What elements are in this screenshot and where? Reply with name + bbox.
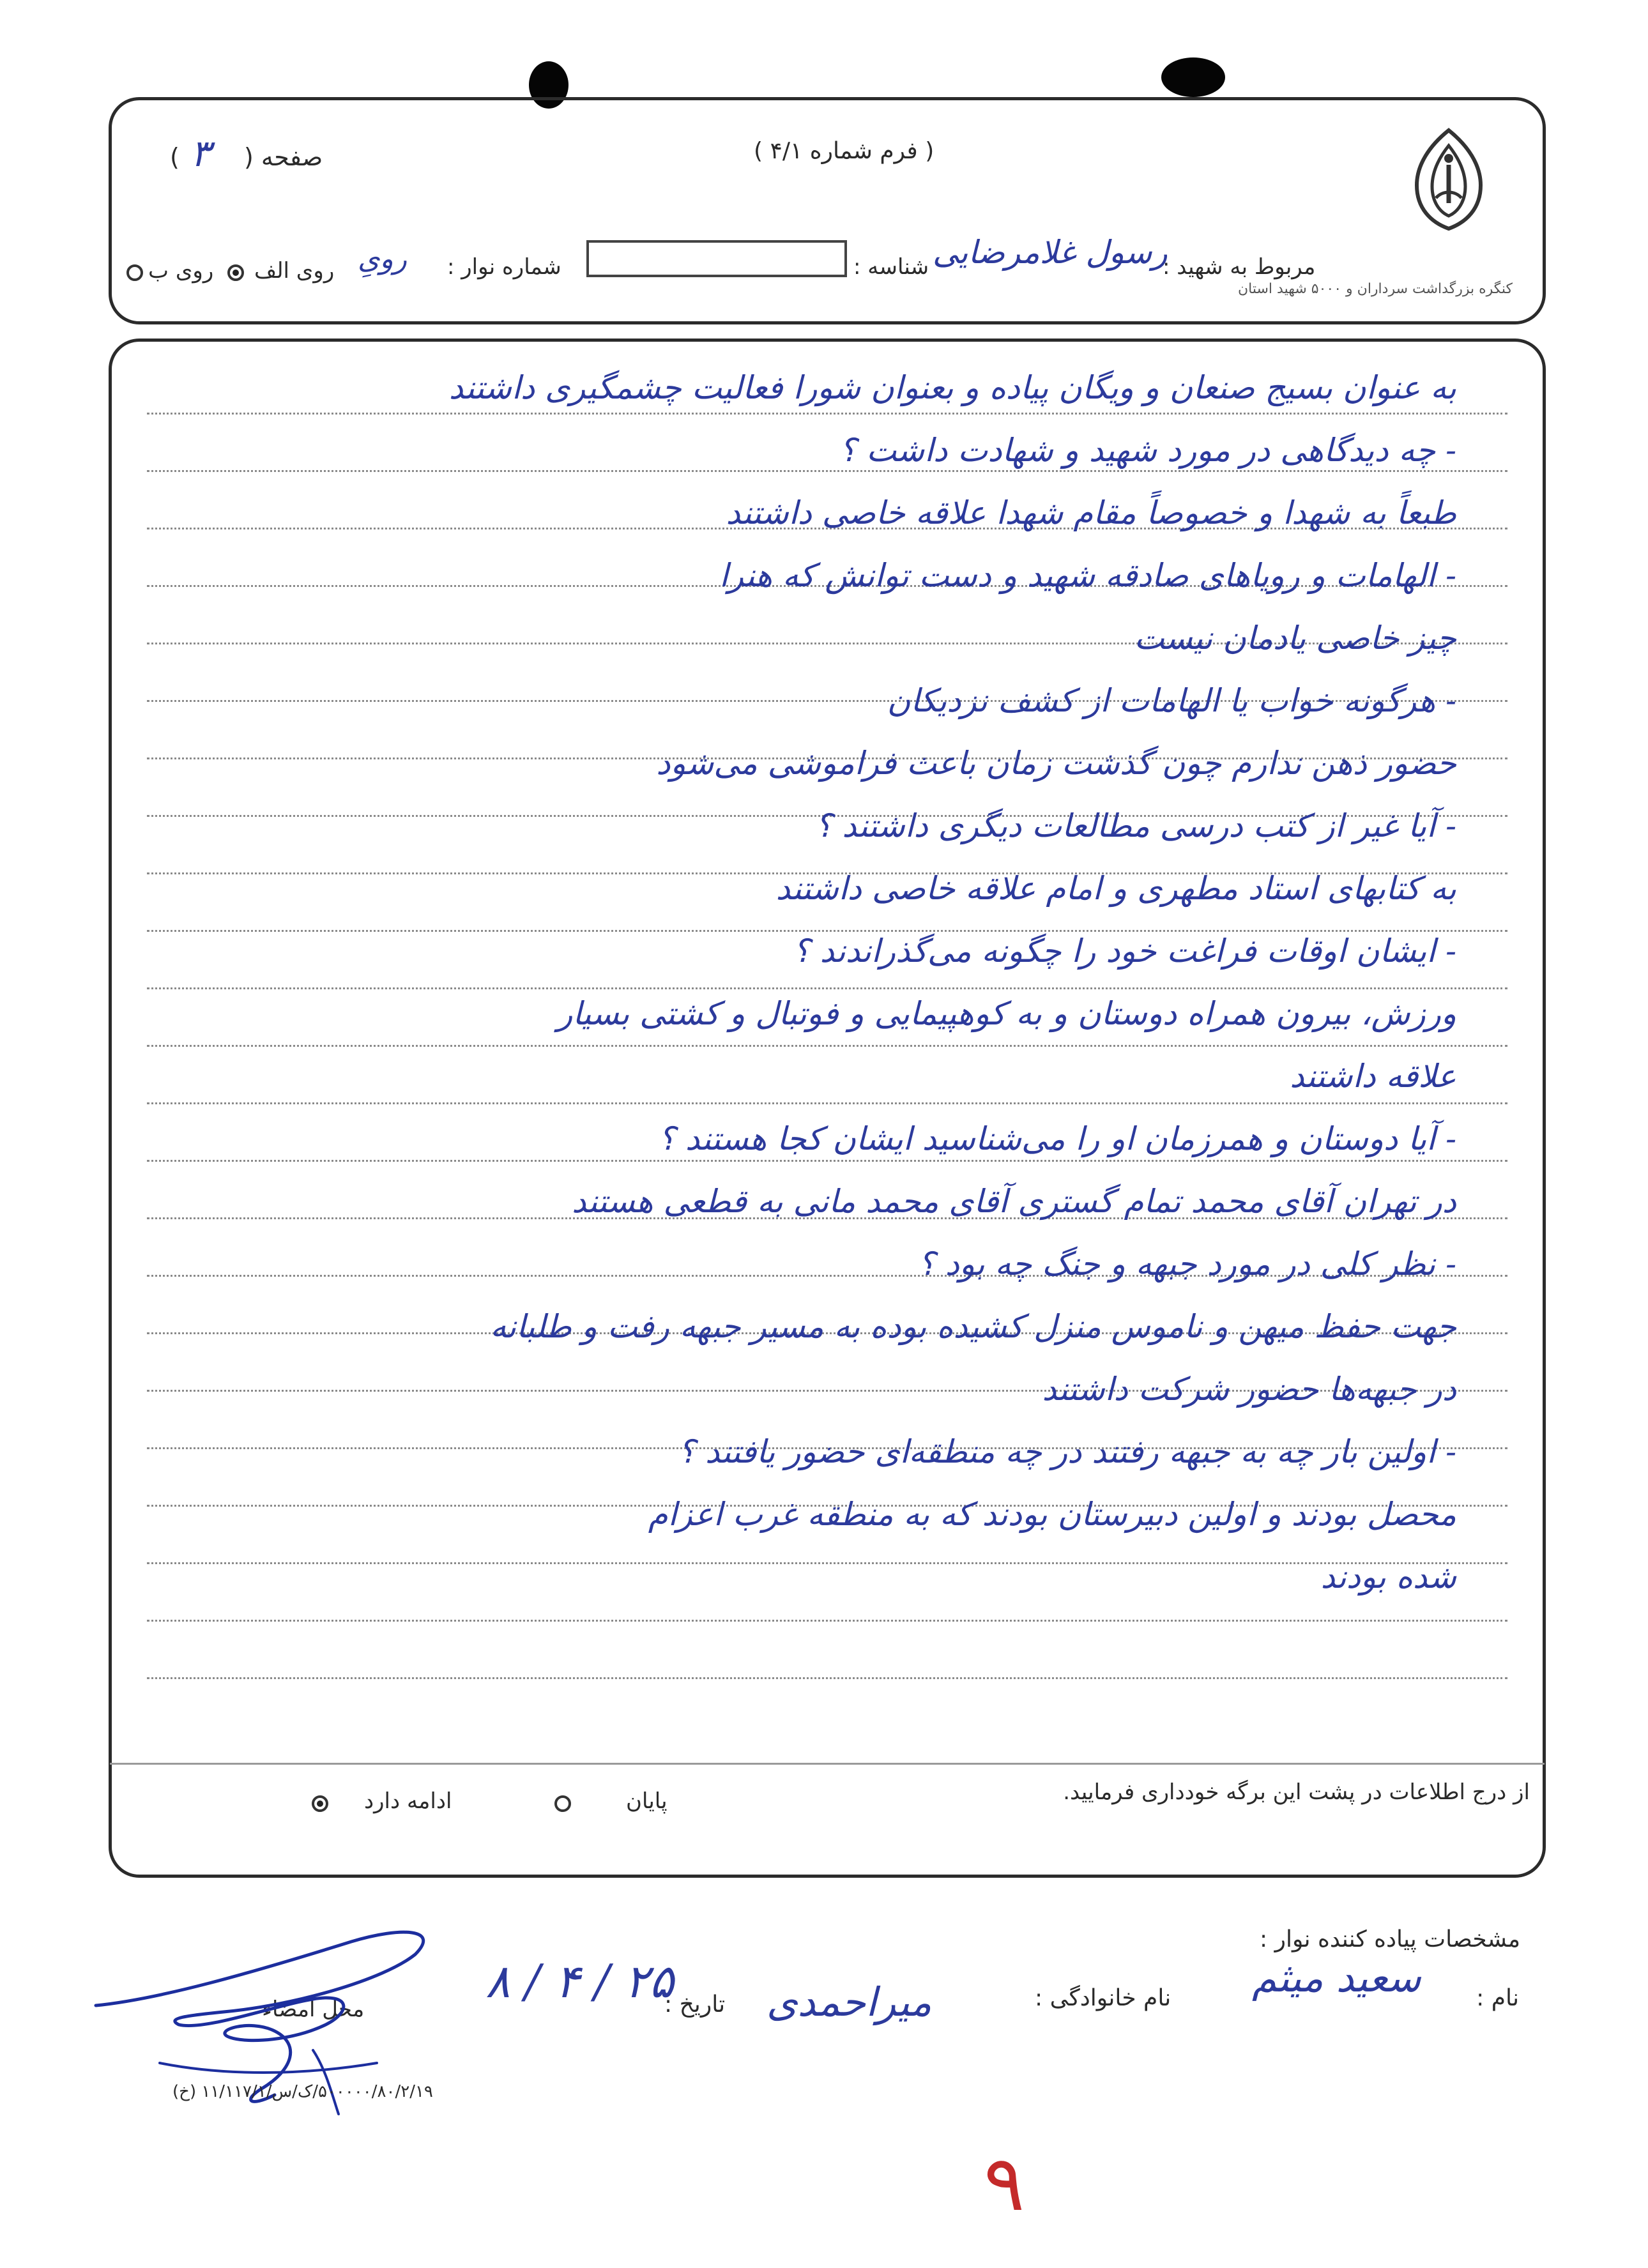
handwritten-line: چیز خاصی یادمان نیست — [1134, 620, 1456, 657]
handwritten-line: جهت حفظ میهن و ناموس منزل کشیده بوده به مسیر جبهه رفت و طلبانه — [490, 1308, 1456, 1345]
ruled-line — [147, 470, 1507, 472]
footer-notice: از درج اطلاعات در پشت این برگه خودداری فرمایید. — [1063, 1779, 1530, 1805]
ruled-line — [147, 1677, 1507, 1679]
handwritten-line: - چه دیدگاهی در مورد شهید و شهادت داشت ؟ — [839, 432, 1456, 469]
ruled-line — [147, 1620, 1507, 1622]
ruled-line — [147, 1562, 1507, 1564]
ruled-line — [147, 413, 1507, 415]
handwritten-line: - الهامات و رویاهای صادقه شهید و دست توانش که هنرا — [719, 557, 1456, 594]
name-value: سعید میثم — [1252, 1954, 1421, 2001]
handwritten-line: - اولین بار چه به جبهه رفتند در چه منطقه‌ای حضور یافتند ؟ — [678, 1433, 1456, 1470]
ruled-line — [147, 1102, 1507, 1104]
ruled-line — [147, 1160, 1507, 1162]
page-label: صفحه ( — [244, 143, 323, 171]
martyr-label: مربوط به شهید : — [1163, 254, 1316, 280]
handwritten-line: در جبهه‌ها حضور شرکت داشتند — [1042, 1371, 1456, 1408]
handwritten-line: - نظر کلی در مورد جبهه و جنگ چه بود ؟ — [918, 1245, 1456, 1282]
side-value: رویِ — [358, 243, 407, 275]
handwritten-line: شده بودند — [1320, 1558, 1456, 1595]
family-label: نام خانوادگی : — [1035, 1985, 1171, 2011]
side-b-radio[interactable] — [126, 264, 143, 281]
side-b-label: روی ب — [148, 258, 214, 284]
handwritten-line: - آیا غیر از کتب درسی مطالعات دیگری داشتند ؟ — [814, 807, 1456, 844]
handwritten-line: - آیا دوستان و همرزمان او را می‌شناسید ایشان کجا هستند ؟ — [658, 1120, 1456, 1157]
continues-radio[interactable] — [312, 1795, 328, 1812]
page-number-handwritten: ۳ — [190, 132, 211, 175]
handwritten-line: - ایشان اوقات فراغت خود را چگونه می‌گذراندند ؟ — [793, 932, 1456, 970]
organization-caption: کنگره بزرگداشت سرداران و ۵۰۰۰ شهید استان — [1237, 281, 1513, 297]
date-label: تاریخ : — [664, 1991, 726, 2018]
side-a-label: روی الف — [254, 258, 335, 284]
end-radio[interactable] — [554, 1795, 571, 1812]
handwritten-line: علاقه داشتند — [1290, 1058, 1456, 1095]
handwritten-line: محصل بودند و اولین دبیرستان بودند که به منطقه غرب اعزام — [648, 1496, 1456, 1533]
form-title: ( فرم شماره ۴/۱ ) — [754, 138, 935, 164]
id-box — [586, 240, 847, 277]
transcriber-title: مشخصات پیاده کننده نوار : — [1260, 1926, 1520, 1952]
handwritten-line: - هرگونه خواب یا الهامات از کشف نزدیکان — [887, 682, 1456, 719]
page-number: ۹ — [984, 2140, 1025, 2228]
print-code: (خ) ۵۰۰۰۰۰/۸۰/۲/۱۹/ک/س/۱۱/۱۱۷/۱ — [172, 2082, 433, 2101]
punch-hole — [1161, 57, 1225, 97]
organization-logo — [1391, 126, 1506, 235]
handwritten-line: در تهران آقای محمد تمام گستری آقای محمد مانی به قطعی هستند — [572, 1183, 1456, 1220]
tape-number-label: شماره نوار : — [447, 254, 561, 280]
end-label: پایان — [626, 1788, 668, 1814]
signature-label: محل امضاء — [262, 1997, 365, 2022]
handwritten-line: به عنوان بسیج صنعان و ویگان پیاده و بعنوان شورا فعالیت چشمگیری داشتند — [448, 369, 1456, 406]
name-label: نام : — [1476, 1985, 1519, 2011]
ruled-line — [147, 1045, 1507, 1047]
footer-divider — [110, 1763, 1545, 1765]
page-label-close: ) — [170, 143, 179, 171]
handwritten-line: حضور ذهن ندارم چون گذشت زمان باعث فراموشی می‌شود — [656, 745, 1456, 782]
id-label: شناسه : — [853, 254, 929, 280]
continues-label: ادامه دارد — [364, 1788, 452, 1814]
family-value: میراحمدی — [767, 1979, 932, 2025]
side-a-radio[interactable] — [227, 264, 244, 281]
handwritten-line: ورزش، بیرون همراه دوستان و به کوهپیمایی و فوتبال و کشتی بسیار — [557, 995, 1456, 1032]
handwritten-line: به کتابهای استاد مطهری و امام علاقه خاصی داشتند — [775, 870, 1456, 907]
ruled-line — [147, 987, 1507, 989]
martyr-name: رسول غلامرضایی — [933, 234, 1168, 271]
date-value: ۸ / ۴ / ۲۵ — [485, 1954, 674, 2008]
handwritten-line: طبعاً به شهدا و خصوصاً مقام شهدا علاقه خاصی داشتند — [726, 494, 1456, 531]
ruled-line — [147, 930, 1507, 932]
